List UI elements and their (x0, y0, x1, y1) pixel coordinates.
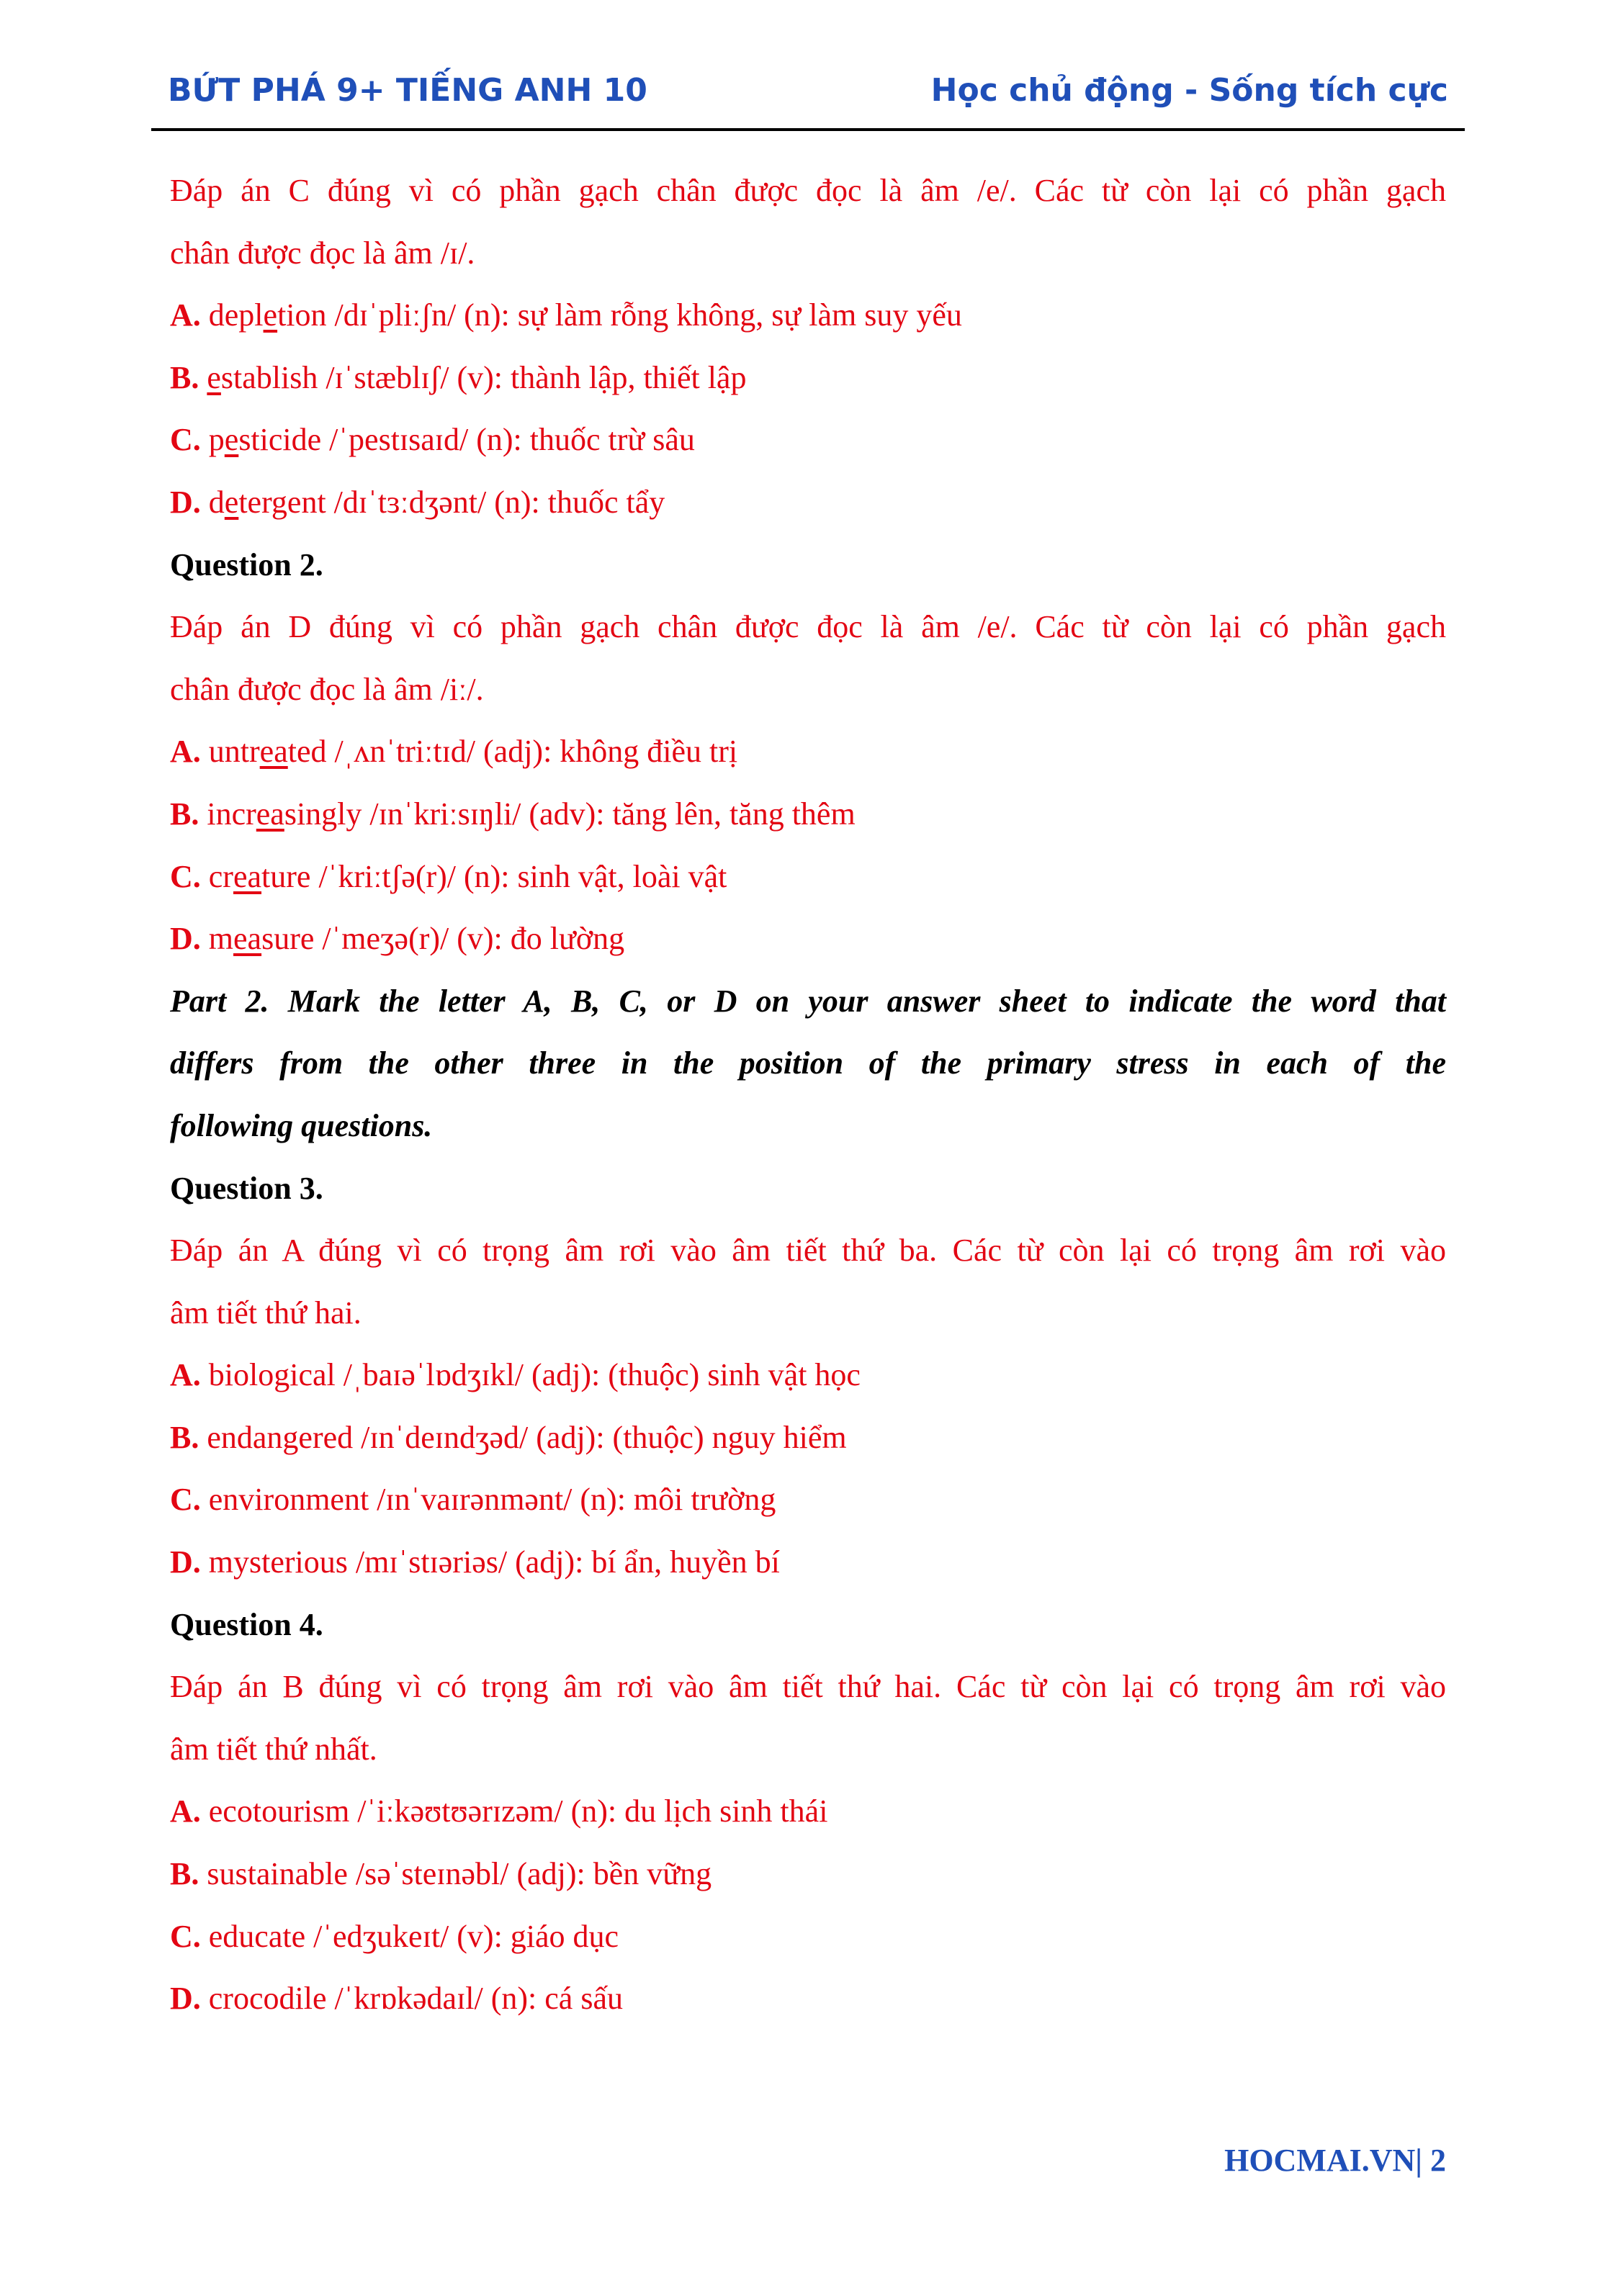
header-divider (151, 128, 1465, 131)
part-2-instruction-line-2: differs from the other three in the position of the primary stress in each of the (170, 1045, 1446, 1081)
page-footer: HOCMAI.VN| 2 (1224, 2143, 1446, 2178)
q2-explanation-line-2: chân được đọc là âm /iː/. (170, 671, 484, 707)
q3-option-c: C. environment /ɪnˈvaɪrənmənt/ (n): môi trường (170, 1482, 776, 1518)
q4-option-b: B. sustainable /səˈsteɪnəbl/ (adj): bền vững (170, 1856, 712, 1892)
question-3-title: Question 3. (170, 1170, 323, 1206)
q3-explanation-line-2: âm tiết thứ hai. (170, 1295, 362, 1331)
q3-option-b: B. endangered /ɪnˈdeɪndʒəd/ (adj): (thuộc) nguy hiểm (170, 1419, 847, 1455)
q4-explanation-line-1: Đáp án B đúng vì có trọng âm rơi vào âm tiết thứ hai. Các từ còn lại có trọng âm rơi vào (170, 1669, 1446, 1705)
q2-option-d: D. measure /ˈmeʒə(r)/ (v): đo lường (170, 921, 625, 957)
q1-option-b: B. establish /ɪˈstæblɪʃ/ (v): thành lập, thiết lập (170, 359, 747, 395)
q3-option-a: A. biological /ˌbaɪəˈlɒdʒɪkl/ (adj): (thuộc) sinh vật học (170, 1357, 861, 1393)
q1-option-a: A. depletion /dɪˈpliːʃn/ (n): sự làm rỗng không, sự làm suy yếu (170, 297, 962, 333)
q1-option-d: D. detergent /dɪˈtɜːdʒənt/ (n): thuốc tẩy (170, 484, 665, 520)
q4-option-d: D. crocodile /ˈkrɒkədaɪl/ (n): cá sấu (170, 1981, 623, 2017)
q1-option-c: C. pesticide /ˈpestɪsaɪd/ (n): thuốc trừ sâu (170, 422, 695, 458)
question-2-title: Question 2. (170, 546, 323, 582)
q1-explanation-line-2: chân được đọc là âm /ɪ/. (170, 235, 475, 271)
part-2-instruction-line-3: following questions. (170, 1107, 433, 1143)
q2-option-c: C. creature /ˈkriːtʃə(r)/ (n): sinh vật, loài vật (170, 858, 727, 894)
header-slogan: Học chủ động - Sống tích cực (930, 72, 1448, 109)
page-header (168, 72, 1448, 109)
q4-explanation-line-2: âm tiết thứ nhất. (170, 1731, 377, 1767)
q2-explanation-line-1: Đáp án D đúng vì có phần gạch chân được đọc là âm /e/. Các từ còn lại có phần gạch (170, 609, 1446, 645)
q1-explanation-line-1: Đáp án C đúng vì có phần gạch chân được đọc là âm /e/. Các từ còn lại có phần gạch (170, 173, 1446, 208)
q2-option-b: B. increasingly /ɪnˈkriːsɪŋli/ (adv): tăng lên, tăng thêm (170, 796, 856, 832)
question-4-title: Question 4. (170, 1606, 323, 1642)
q2-option-a: A. untreated /ˌʌnˈtriːtɪd/ (adj): không điều trị (170, 734, 738, 770)
q3-explanation-line-1: Đáp án A đúng vì có trọng âm rơi vào âm tiết thứ ba. Các từ còn lại có trọng âm rơi vào (170, 1233, 1446, 1269)
q3-option-d: D. mysterious /mɪˈstɪəriəs/ (adj): bí ẩn, huyền bí (170, 1544, 780, 1580)
q4-option-c: C. educate /ˈedʒukeɪt/ (v): giáo dục (170, 1918, 619, 1954)
header-title: BỨT PHÁ 9+ TIẾNG ANH 10 (168, 72, 647, 109)
document-body (170, 160, 1446, 2030)
part-2-instruction-line-1: Part 2. Mark the letter A, B, C, or D on your answer sheet to indicate the word that (170, 983, 1446, 1019)
q4-option-a: A. ecotourism /ˈiːkəʊtʊərɪzəm/ (n): du lịch sinh thái (170, 1793, 828, 1829)
